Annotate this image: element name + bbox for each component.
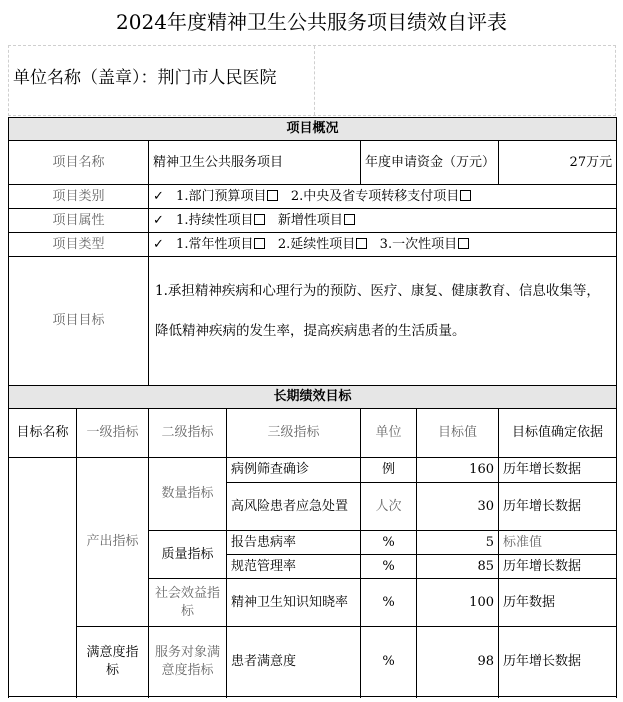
- longterm-section-row: [9, 386, 617, 409]
- project-attribute-row: [9, 209, 617, 233]
- fund-label: 年度申请资金（万元）: [361, 141, 499, 185]
- level2-social-benefit: 社会效益指标: [149, 579, 227, 627]
- indicator-unit: 人次: [361, 483, 417, 531]
- indicator-unit: %: [361, 579, 417, 627]
- level2-quality: 质量指标: [149, 531, 227, 579]
- overview-section-row: [9, 118, 617, 141]
- indicator-header-row: [9, 409, 617, 458]
- checkbox[interactable]: [458, 238, 469, 249]
- level1-output: 产出指标: [77, 458, 149, 627]
- header-unit: 单位: [361, 409, 417, 458]
- table-row: [9, 458, 617, 483]
- category-option-1: 1.部门预算项目: [176, 188, 267, 204]
- indicator-unit: %: [361, 555, 417, 579]
- attribute-option-1: 1.持续性项目: [176, 212, 254, 228]
- indicator-name: 患者满意度: [227, 627, 361, 697]
- project-category-row: [9, 185, 617, 209]
- indicator-basis: 历年增长数据: [499, 458, 617, 483]
- header-level1: 一级指标: [77, 409, 149, 458]
- level1-satisfaction: 满意度指标: [77, 627, 149, 697]
- indicator-value: 100: [417, 579, 499, 627]
- attribute-option-2: 新增性项目: [277, 212, 343, 228]
- indicator-basis: 历年增长数据: [499, 555, 617, 579]
- indicator-basis: 标准值: [499, 531, 617, 555]
- level2-quantity: 数量指标: [149, 458, 227, 531]
- checkbox[interactable]: [344, 214, 355, 225]
- checkbox[interactable]: [254, 214, 265, 225]
- check-mark-icon: ✓: [153, 212, 164, 228]
- indicator-unit: 例: [361, 458, 417, 483]
- indicator-value: 160: [417, 458, 499, 483]
- project-attribute-label: 项目属性: [9, 209, 149, 233]
- indicator-basis: 历年增长数据: [499, 483, 617, 531]
- project-category-options: [149, 185, 617, 209]
- indicator-value: 5: [417, 531, 499, 555]
- indicator-name: 病例筛查确诊: [227, 458, 361, 483]
- evaluation-table: [8, 117, 617, 697]
- level2-service-satisfaction: 服务对象满意度指标: [149, 627, 227, 697]
- project-attribute-options: [149, 209, 617, 233]
- checkbox[interactable]: [460, 190, 471, 201]
- type-option-2: 2.延续性项目: [277, 236, 356, 252]
- indicator-name: 高风险患者应急处置: [227, 483, 361, 531]
- longterm-section-title: 长期绩效目标: [9, 386, 617, 409]
- unit-box-divider: [314, 46, 315, 115]
- overview-section-title: 项目概况: [9, 118, 617, 141]
- header-level3: 三级指标: [227, 409, 361, 458]
- project-type-row: [9, 233, 617, 257]
- project-goal-text: 1.承担精神疾病和心理行为的预防、医疗、康复、健康教育、信息收集等，降低精神疾病的发生率，提高疾病患者的生活质量。: [149, 257, 617, 386]
- indicator-basis: 历年数据: [499, 579, 617, 627]
- project-name-label: 项目名称: [9, 141, 149, 185]
- form-title: 2024年度精神卫生公共服务项目绩效自评表: [116, 10, 507, 34]
- checkbox[interactable]: [356, 238, 367, 249]
- unit-name: 单位名称（盖章）：荆门市人民医院: [13, 68, 277, 88]
- header-target-value: 目标值: [417, 409, 499, 458]
- indicator-name: 规范管理率: [227, 555, 361, 579]
- category-option-2: 2.中央及省专项转移支付项目: [290, 188, 460, 204]
- project-category-label: 项目类别: [9, 185, 149, 209]
- goal-name-cell: [9, 458, 77, 697]
- fund-value: 27万元: [499, 141, 617, 185]
- indicator-value: 30: [417, 483, 499, 531]
- indicator-unit: %: [361, 531, 417, 555]
- checkbox[interactable]: [254, 238, 265, 249]
- header-basis: 目标值确定依据: [499, 409, 617, 458]
- checkbox[interactable]: [267, 190, 278, 201]
- header-level2: 二级指标: [149, 409, 227, 458]
- indicator-name: 报告患病率: [227, 531, 361, 555]
- check-mark-icon: ✓: [153, 236, 164, 252]
- indicator-basis: 历年增长数据: [499, 627, 617, 697]
- project-goal-row: [9, 257, 617, 386]
- indicator-unit: %: [361, 627, 417, 697]
- indicator-value: 98: [417, 627, 499, 697]
- project-goal-label: 项目目标: [9, 257, 149, 386]
- project-type-options: [149, 233, 617, 257]
- project-name-value: 精神卫生公共服务项目: [149, 141, 361, 185]
- project-name-row: [9, 141, 617, 185]
- project-type-label: 项目类型: [9, 233, 149, 257]
- indicator-value: 85: [417, 555, 499, 579]
- check-mark-icon: ✓: [153, 188, 164, 204]
- table-row: [9, 627, 617, 697]
- header-goal-name: 目标名称: [9, 409, 77, 458]
- unit-box: [8, 45, 616, 116]
- type-option-1: 1.常年性项目: [176, 236, 254, 252]
- type-option-3: 3.一次性项目: [379, 236, 458, 252]
- indicator-name: 精神卫生知识知晓率: [227, 579, 361, 627]
